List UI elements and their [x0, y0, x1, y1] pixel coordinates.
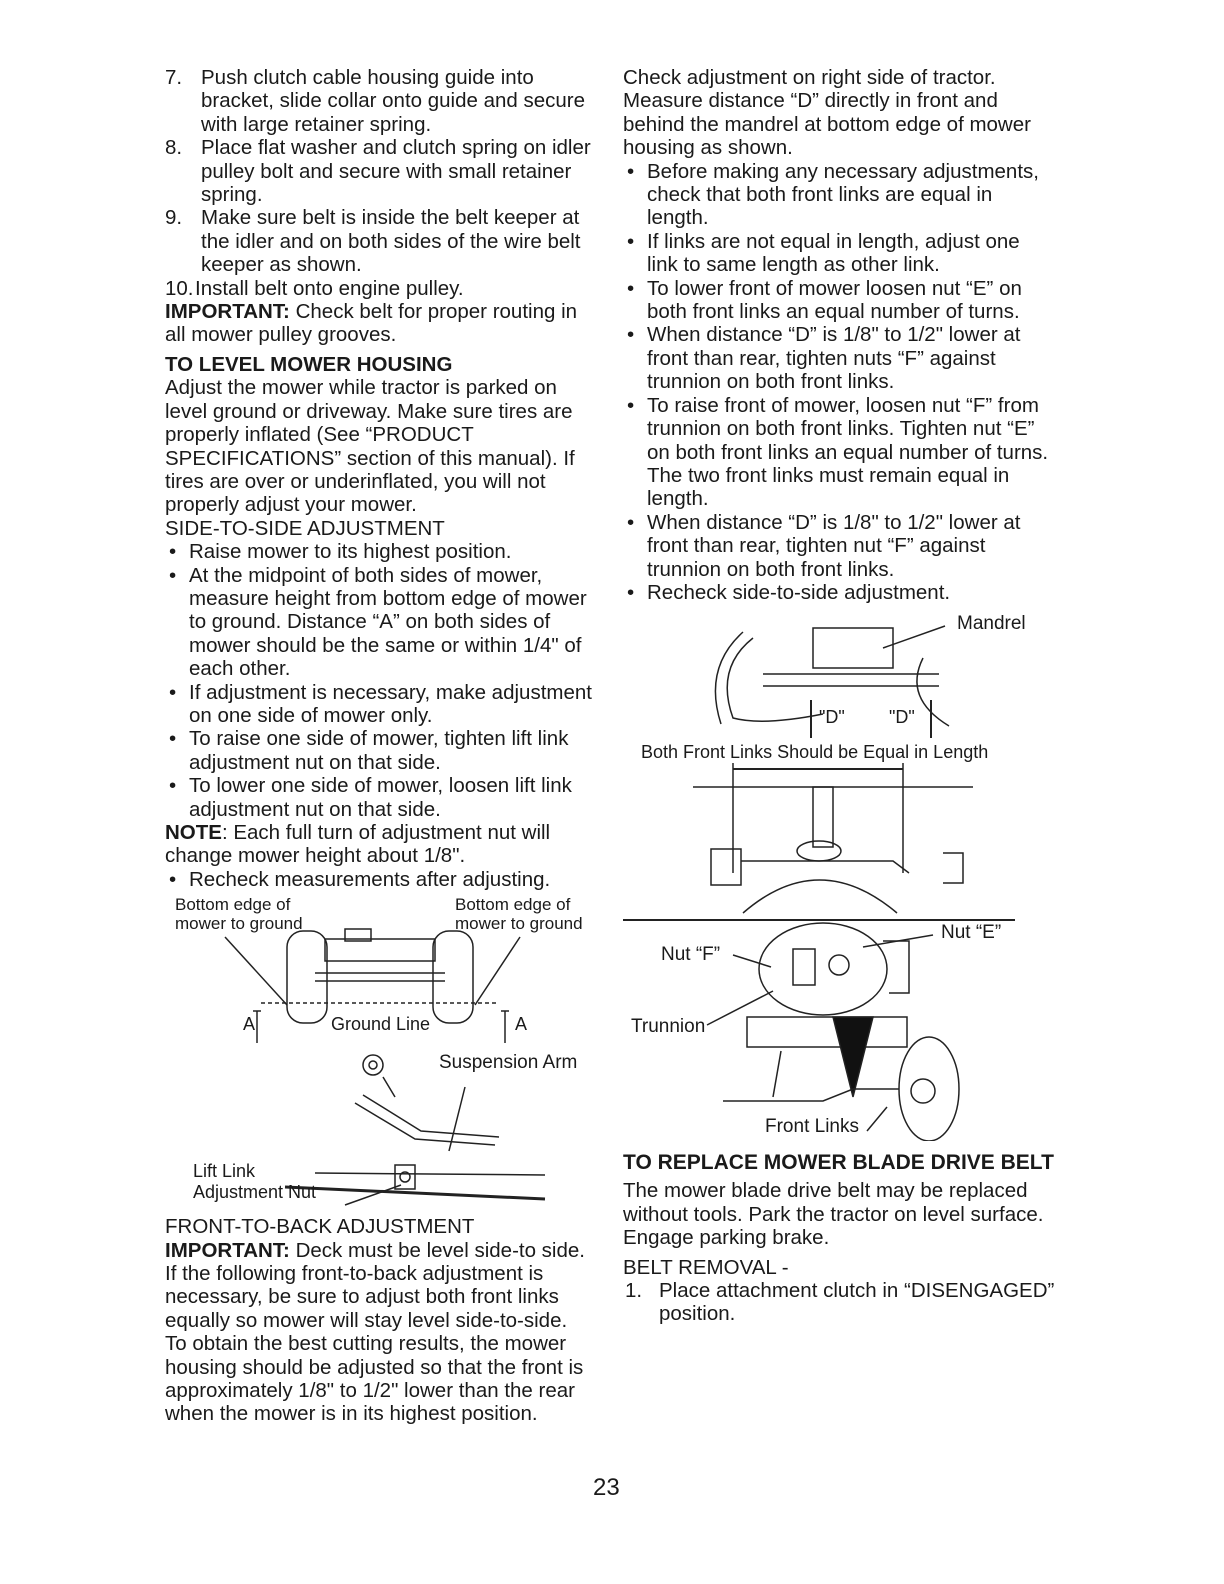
bullet: • If adjustment is necessary, make adjustment on one side of mower only.	[165, 681, 595, 728]
step-text: Make sure belt is inside the belt keeper at the idler and on both sides of the wire belt keeper as shown.	[201, 206, 581, 277]
best-results-text: To obtain the best cutting results, the mower housing should be adjusted so that the front is approximately 1/8" to 1/2" lower than the rear when the mower is in its highest position.	[165, 1332, 584, 1426]
front-to-back-heading: FRONT-TO-BACK ADJUSTMENT	[165, 1215, 475, 1239]
bullet: • When distance “D” is 1/8" to 1/2" lower at front than rear, tighten nuts “F” against trunnion on both front links.	[623, 323, 1055, 393]
right-column	[623, 66, 1055, 1326]
label-mandrel: Mandrel	[957, 613, 1026, 635]
figure-suspension-arm	[165, 1047, 595, 1215]
label-a-right: A	[515, 1014, 528, 1035]
section-title-replace-belt: TO REPLACE MOWER BLADE DRIVE BELT	[623, 1151, 1054, 1175]
label-d-left: "D"	[819, 707, 845, 728]
label-a-left: A	[243, 1014, 256, 1035]
label-d-right: "D"	[889, 707, 915, 728]
bullet: • Recheck side-to-side adjustment.	[623, 581, 1055, 604]
label-bottom-edge-left: Bottom edge of mower to ground	[175, 895, 303, 934]
recheck-bullet: • Recheck measurements after adjusting.	[165, 868, 595, 891]
caption-equal-length: Both Front Links Should be Equal in Length	[641, 742, 989, 763]
label-front-links: Front Links	[765, 1116, 859, 1138]
bullet: • Raise mower to its highest position.	[165, 540, 595, 563]
label-suspension-arm: Suspension Arm	[439, 1052, 578, 1074]
figure-mandrel	[623, 608, 1055, 743]
check-adjustment-text: Check adjustment on right side of tractor. Measure distance “D” directly in front and behind the mandrel at bottom edge of mower housing as shown.	[623, 66, 1031, 160]
left-column	[165, 66, 595, 1426]
bullet: • To lower one side of mower, loosen lift link adjustment nut on that side.	[165, 774, 595, 821]
step-text: Install belt onto engine pulley.	[195, 276, 464, 300]
figure-ground-line	[165, 895, 595, 1047]
label-nut-e: Nut “E”	[941, 922, 1002, 944]
important-note-2: IMPORTANT: Deck must be level side-to side. If the following front-to-back adjustment is necessary, be sure to adjust both front links equally so mower will stay level side-to-side.	[165, 1238, 585, 1332]
page-number: 23	[593, 1474, 620, 1501]
step-text: Place flat washer and clutch spring on idler pulley bolt and secure with small retainer spring.	[201, 136, 591, 207]
step-7: 7. Push clutch cable housing guide into bracket, slide collar onto guide and secure with large retainer spring.	[165, 66, 595, 136]
bullet: • Before making any necessary adjustments, check that both front links are equal in length.	[623, 160, 1055, 230]
important-note-1: IMPORTANT: Check belt for proper routing in all mower pulley grooves.	[165, 300, 578, 347]
figure-nuts-trunnion	[623, 921, 1055, 1141]
side-to-side-heading: SIDE-TO-SIDE ADJUSTMENT	[165, 516, 445, 540]
label-bottom-edge-right: Bottom edge of mower to ground	[455, 895, 583, 934]
step-9: 9. Make sure belt is inside the belt keeper at the idler and on both sides of the wire belt keeper as shown.	[165, 206, 595, 276]
section-title-level-mower: TO LEVEL MOWER HOUSING	[165, 352, 453, 376]
label-nut-f: Nut “F”	[661, 944, 721, 966]
step-8: 8. Place flat washer and clutch spring on idler pulley bolt and secure with small retainer spring.	[165, 136, 595, 206]
front-links-diagram	[623, 743, 1055, 919]
bullet: • To lower front of mower loosen nut “E” on both front links an equal number of turns.	[623, 277, 1055, 324]
bullet: • When distance “D” is 1/8" to 1/2" lower at front than rear, tighten nut “F” against trunnion on both front links.	[623, 511, 1055, 581]
bullet: • To raise one side of mower, tighten lift link adjustment nut on that side.	[165, 727, 595, 774]
label-ground-line: Ground Line	[331, 1014, 431, 1035]
side-to-side-bullets	[165, 540, 595, 821]
bullet: • At the midpoint of both sides of mower, measure height from bottom edge of mower to ground. Distance “A” on both sides of mower should be the same or within 1/4" of each other.	[165, 564, 595, 681]
figure-front-links-equal	[623, 743, 1055, 919]
step-10: 10. Install belt onto engine pulley.	[165, 276, 464, 300]
step-text: Place attachment clutch in “DISENGAGED” position.	[659, 1278, 1055, 1326]
replace-belt-text: The mower blade drive belt may be replaced without tools. Park the tractor on level surface. Engage parking brake.	[623, 1179, 1044, 1250]
bullet: • If links are not equal in length, adjust one link to same length as other link.	[623, 230, 1055, 277]
note: NOTE: Each full turn of adjustment nut will change mower height about 1/8".	[165, 821, 551, 868]
label-lift-link: Lift Link Adjustment Nut	[193, 1161, 317, 1203]
belt-removal-heading: BELT REMOVAL -	[623, 1255, 789, 1279]
bullet: • To raise front of mower, loosen nut “F” from trunnion on both front links. Tighten nut “E” on both front links an equal number of turns. The two front links must remain equal in length.	[623, 394, 1055, 511]
front-to-back-bullets	[623, 160, 1055, 605]
label-trunnion: Trunnion	[631, 1016, 706, 1038]
step-text: Push clutch cable housing guide into bracket, slide collar onto guide and secure with large retainer spring.	[201, 66, 586, 136]
removal-step-1: 1. Place attachment clutch in “DISENGAGED” position.	[625, 1278, 1055, 1326]
level-intro: Adjust the mower while tractor is parked on level ground or driveway. Make sure tires are properly inflated (See “PRODUCT SPECIFICATIONS” section of this manual). If tires are over or underinflated, you will not properly adjust your mower.	[165, 376, 575, 517]
